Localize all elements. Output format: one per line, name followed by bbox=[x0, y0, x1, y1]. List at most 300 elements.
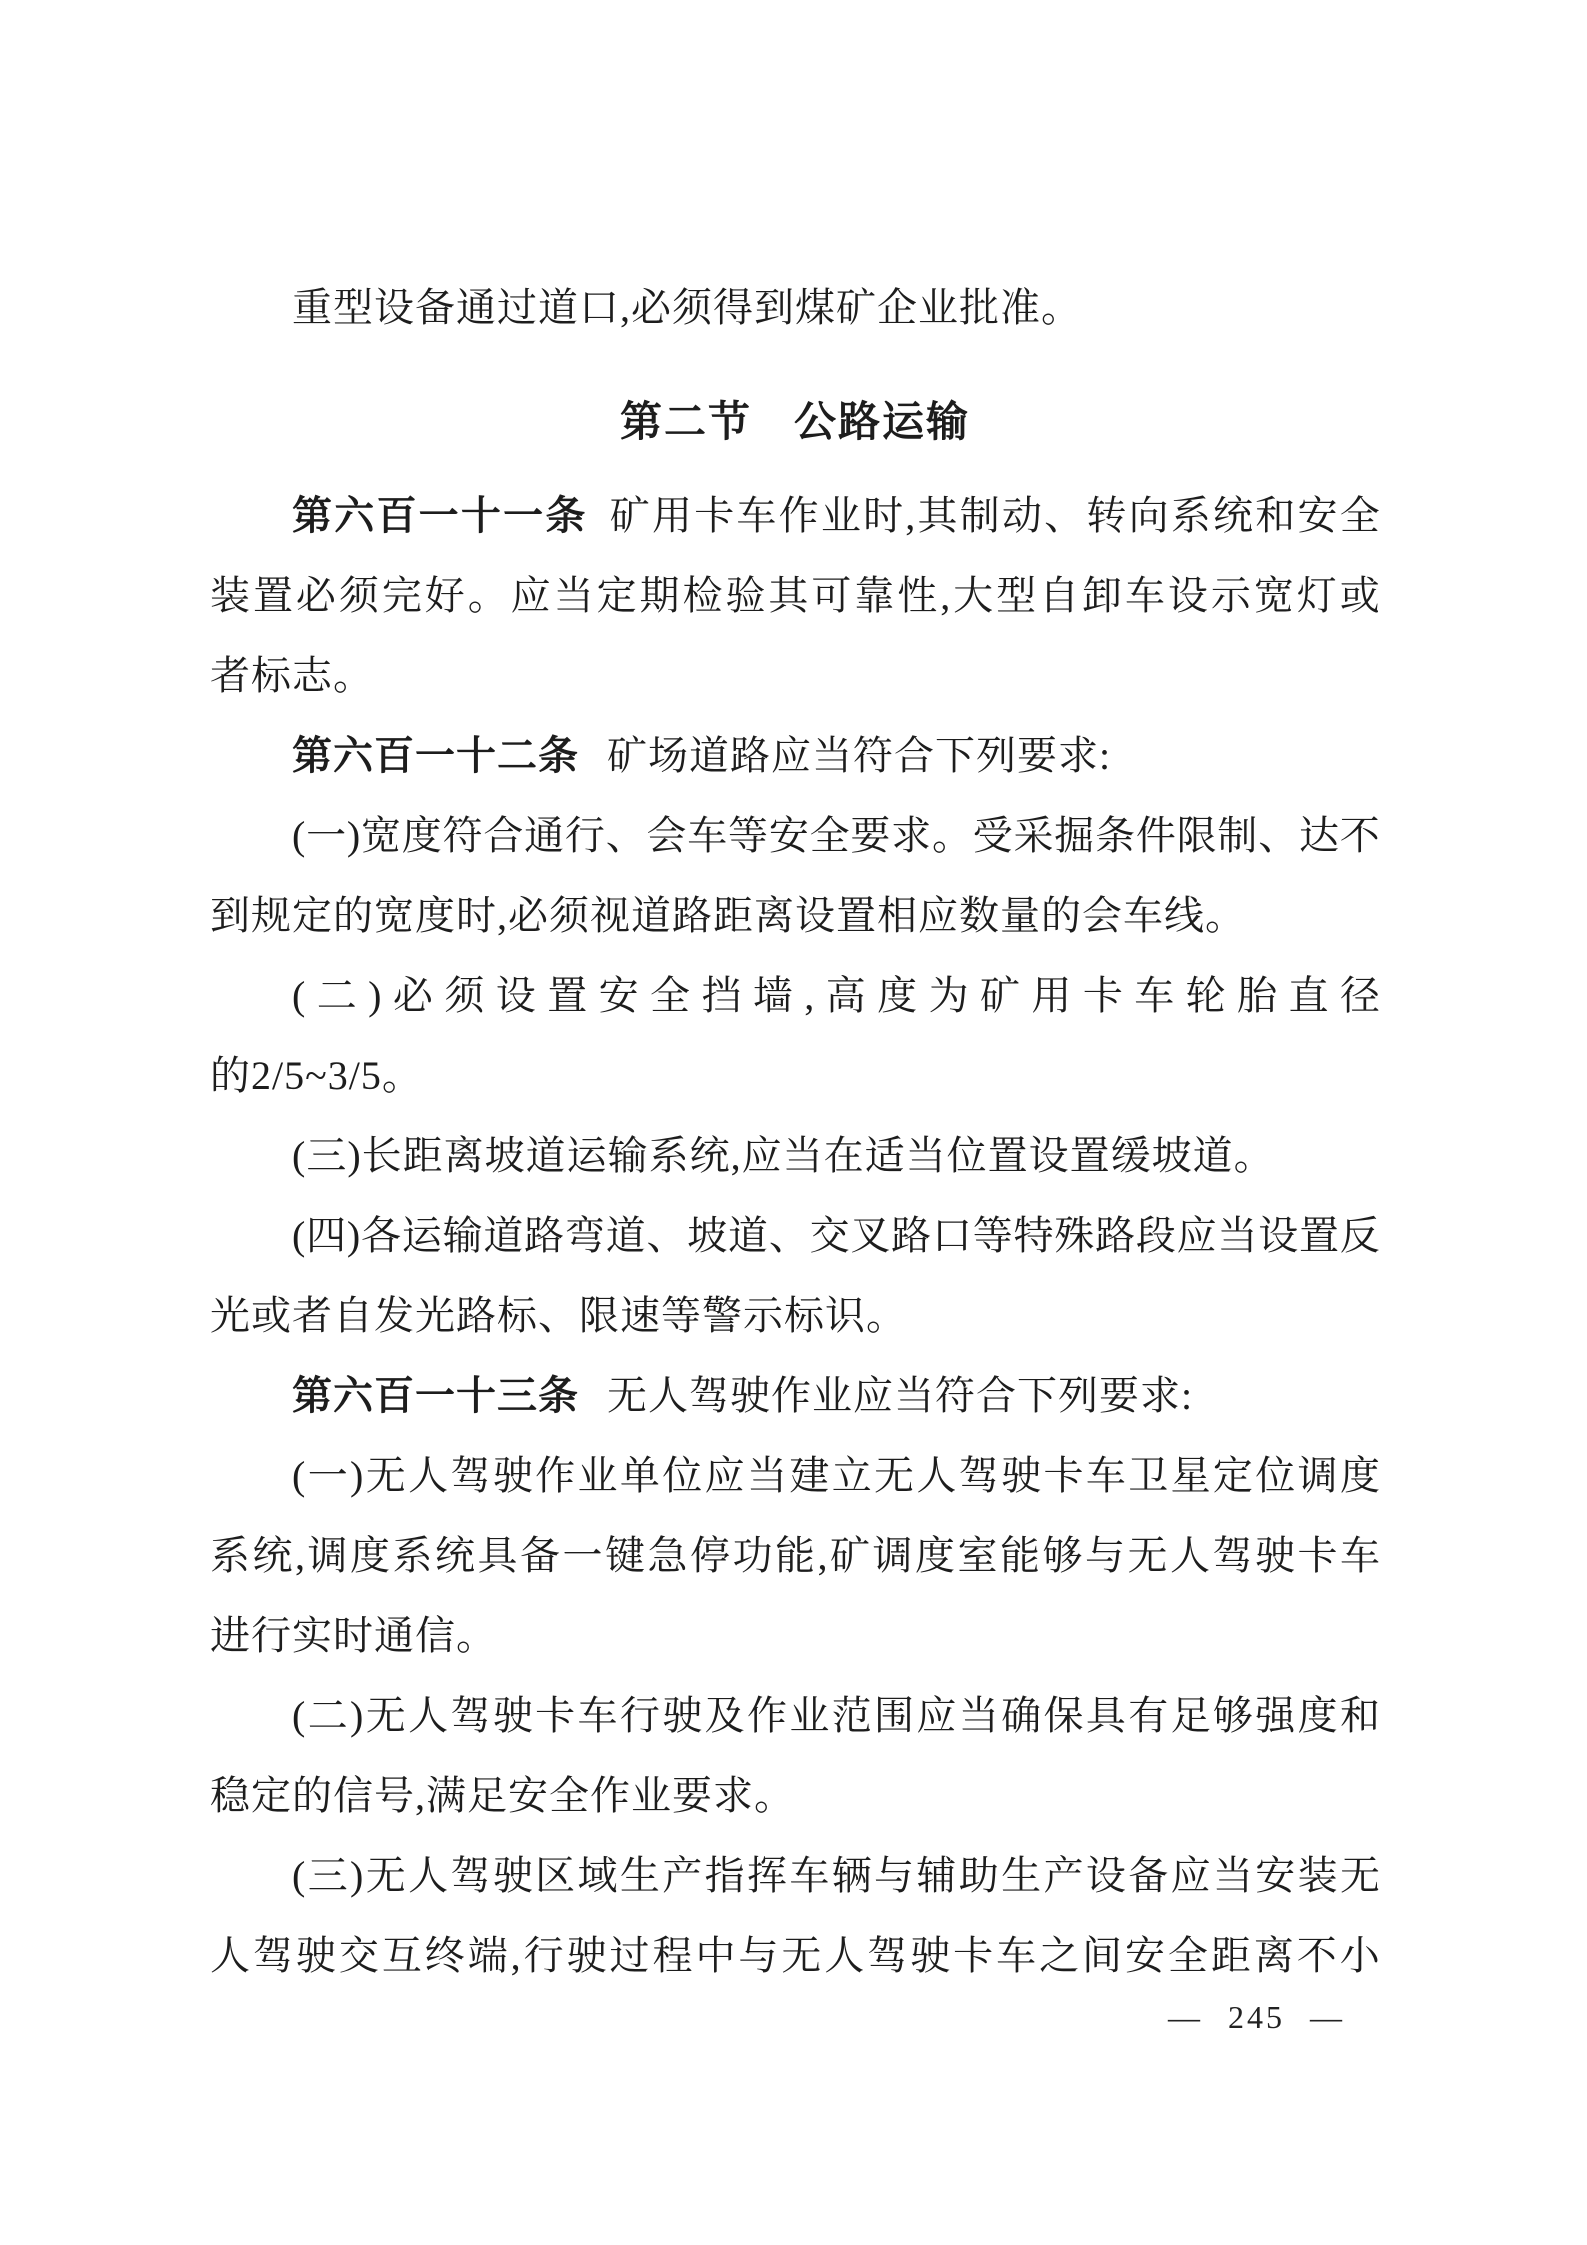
text-glyph: 室 bbox=[957, 1533, 998, 1578]
text-glyph: 统 bbox=[435, 1533, 475, 1578]
text-glyph: 四 bbox=[306, 1213, 347, 1258]
text-glyph: 与 bbox=[738, 1933, 779, 1978]
text-glyph: 辆 bbox=[831, 1853, 872, 1898]
text-glyph: 无 bbox=[365, 1853, 406, 1898]
text-glyph: 制 bbox=[1217, 813, 1258, 858]
text-glyph: 各 bbox=[361, 1213, 401, 1258]
text-line bbox=[210, 1436, 1380, 1516]
text-glyph: 应 bbox=[510, 573, 551, 618]
text-glyph: 位 bbox=[1255, 1453, 1296, 1498]
article-number-glyph: 一 bbox=[418, 494, 459, 538]
text-glyph: 度 bbox=[1297, 1693, 1338, 1738]
text-glyph: 条 bbox=[1095, 813, 1136, 858]
text-glyph: 验 bbox=[725, 573, 766, 618]
text-glyph: 。 bbox=[467, 573, 508, 618]
text-glyph: , bbox=[940, 573, 951, 618]
text-glyph: 安 bbox=[768, 813, 809, 858]
text-glyph: 单 bbox=[619, 1453, 660, 1498]
text-glyph: 口 bbox=[931, 1213, 972, 1258]
text-glyph: 为 bbox=[928, 973, 969, 1018]
text-glyph: 统 bbox=[252, 1533, 293, 1578]
text-glyph: 强 bbox=[1255, 1693, 1296, 1738]
text-glyph: 运 bbox=[401, 1213, 442, 1258]
text-glyph: 大 bbox=[953, 573, 994, 618]
line-text: 公路运输 bbox=[794, 400, 971, 446]
text-glyph: 矿 bbox=[830, 1533, 870, 1578]
text-glyph: 用 bbox=[1031, 973, 1072, 1018]
text-glyph: 墙 bbox=[752, 973, 793, 1018]
text-glyph: 三 bbox=[307, 1853, 348, 1898]
article-number-glyph: 六 bbox=[334, 494, 375, 538]
text-glyph: 车 bbox=[996, 1933, 1037, 1978]
text-glyph: 置 bbox=[252, 573, 293, 618]
text-line bbox=[210, 1356, 1380, 1436]
text-glyph: 驶 bbox=[566, 1933, 607, 1978]
text-glyph: 驾 bbox=[450, 1693, 491, 1738]
text-glyph: 调 bbox=[307, 1533, 348, 1578]
text-glyph: 域 bbox=[577, 1853, 618, 1898]
text-glyph: 及 bbox=[704, 1693, 745, 1738]
text-glyph: 当 bbox=[1217, 1213, 1258, 1258]
text-glyph: 符 bbox=[442, 813, 483, 858]
text-glyph: 能 bbox=[1000, 1533, 1040, 1578]
text-glyph: 期 bbox=[639, 573, 680, 618]
text-glyph: 全 bbox=[650, 973, 691, 1018]
text-glyph: ) bbox=[346, 1213, 361, 1258]
text-glyph: 人 bbox=[824, 1933, 865, 1978]
text-glyph: 驶 bbox=[910, 1933, 951, 1978]
text-glyph: 件 bbox=[1135, 813, 1176, 858]
text-glyph: 必 bbox=[295, 573, 336, 618]
text-glyph: 限 bbox=[1176, 813, 1217, 858]
text-glyph: , bbox=[295, 1533, 305, 1578]
text-glyph: ( bbox=[292, 1453, 306, 1498]
text-glyph: 安 bbox=[1255, 1853, 1296, 1898]
text-glyph: 人 bbox=[210, 1933, 250, 1978]
text-glyph: 路 bbox=[524, 1213, 565, 1258]
text-glyph: 道 bbox=[483, 1213, 524, 1258]
text-glyph: 建 bbox=[789, 1453, 830, 1498]
text-glyph: 急 bbox=[647, 1533, 688, 1578]
text-line bbox=[210, 1676, 1380, 1756]
text-glyph: 通 bbox=[524, 813, 565, 858]
text-glyph: 车 bbox=[687, 813, 728, 858]
text-glyph: 设 bbox=[1167, 573, 1208, 618]
text-glyph: 检 bbox=[682, 573, 723, 618]
text-glyph: 转 bbox=[1086, 493, 1127, 538]
text-glyph: 驾 bbox=[1212, 1533, 1253, 1578]
text-glyph: 足 bbox=[1170, 1693, 1211, 1738]
text-glyph: 驶 bbox=[662, 1693, 703, 1738]
text-glyph: 人 bbox=[1170, 1533, 1210, 1578]
text-glyph: 设 bbox=[1258, 1213, 1299, 1258]
text-line bbox=[210, 1276, 1380, 1356]
text-glyph: , bbox=[510, 1933, 521, 1978]
text-line bbox=[210, 556, 1380, 636]
text-glyph: 产 bbox=[662, 1853, 703, 1898]
text-glyph: , bbox=[817, 1533, 828, 1578]
text-glyph: 制 bbox=[959, 493, 1000, 538]
text-glyph: 度 bbox=[1340, 1453, 1380, 1498]
text-glyph: 安 bbox=[1297, 493, 1338, 538]
text-glyph: 车 bbox=[1085, 1453, 1126, 1498]
text-glyph: 采 bbox=[1013, 813, 1054, 858]
text-glyph: 立 bbox=[831, 1453, 872, 1498]
article-number-glyph: 百 bbox=[376, 494, 417, 538]
text-glyph: 行 bbox=[619, 1693, 660, 1738]
text-glyph: 产 bbox=[1043, 1853, 1084, 1898]
text-line bbox=[210, 1516, 1380, 1596]
text-glyph: 车 bbox=[1134, 973, 1175, 1018]
text-glyph: 动 bbox=[1001, 493, 1042, 538]
text-glyph: 保 bbox=[1043, 1693, 1084, 1738]
text-glyph: 度 bbox=[877, 973, 918, 1018]
text-glyph: 二 bbox=[316, 973, 357, 1018]
text-glyph: 统 bbox=[1213, 493, 1254, 538]
text-glyph: ) bbox=[350, 1853, 364, 1898]
text-glyph: 一 bbox=[307, 1453, 348, 1498]
text-glyph: 行 bbox=[564, 813, 605, 858]
text-glyph: 完 bbox=[381, 573, 422, 618]
text-glyph: 二 bbox=[307, 1693, 348, 1738]
text-glyph: 当 bbox=[746, 1453, 787, 1498]
text-glyph: 段 bbox=[1135, 1213, 1176, 1258]
line-text: 无人驾驶作业应当符合下列要求: bbox=[607, 1373, 1194, 1418]
line-text: 矿场道路应当符合下列要求: bbox=[607, 733, 1112, 778]
text-glyph: 应 bbox=[1176, 1213, 1217, 1258]
text-glyph: 无 bbox=[365, 1693, 406, 1738]
text-glyph: ( bbox=[292, 973, 306, 1018]
text-glyph: 须 bbox=[338, 573, 379, 618]
text-line bbox=[210, 636, 1380, 716]
text-glyph: 挡 bbox=[701, 973, 742, 1018]
text-glyph: 胎 bbox=[1237, 973, 1278, 1018]
text-glyph: 辅 bbox=[916, 1853, 957, 1898]
article-number-glyph: 一 bbox=[503, 494, 544, 538]
text-glyph: 其 bbox=[917, 493, 958, 538]
text-glyph: 宽 bbox=[1253, 573, 1294, 618]
line-text: 到规定的宽度时,必须视道路距离设置相应数量的会车线。 bbox=[210, 893, 1246, 938]
text-glyph: 全 bbox=[1167, 1933, 1208, 1978]
text-glyph: 度 bbox=[915, 1533, 955, 1578]
text-glyph: 、 bbox=[1258, 813, 1299, 858]
text-glyph: 和 bbox=[1340, 1693, 1380, 1738]
text-line bbox=[210, 268, 1380, 348]
text-glyph: 够 bbox=[1042, 1533, 1083, 1578]
text-glyph: 范 bbox=[831, 1693, 872, 1738]
text-glyph: 驶 bbox=[295, 1933, 336, 1978]
text-glyph: 小 bbox=[1339, 1933, 1380, 1978]
line-text: 第二节 bbox=[619, 400, 752, 446]
text-glyph: 交 bbox=[809, 1213, 850, 1258]
text-glyph: 应 bbox=[916, 1693, 957, 1738]
text-glyph: 置 bbox=[547, 973, 588, 1018]
text-glyph: 终 bbox=[424, 1933, 465, 1978]
text-glyph: 指 bbox=[704, 1853, 745, 1898]
text-glyph: 无 bbox=[874, 1453, 915, 1498]
text-glyph: 会 bbox=[646, 813, 687, 858]
text-glyph: 要 bbox=[850, 813, 891, 858]
text-glyph: 其 bbox=[768, 573, 809, 618]
text-glyph: 系 bbox=[210, 1533, 250, 1578]
text-glyph: , bbox=[905, 493, 916, 538]
text-glyph: 系 bbox=[1170, 493, 1211, 538]
text-glyph: 驶 bbox=[1255, 1533, 1295, 1578]
text-glyph: 作 bbox=[778, 493, 819, 538]
text-glyph: 应 bbox=[1170, 1853, 1211, 1898]
text-glyph: 备 bbox=[1128, 1853, 1169, 1898]
line-text: 进行实时通信。 bbox=[210, 1613, 497, 1658]
text-glyph: 、 bbox=[1044, 493, 1085, 538]
text-glyph: 作 bbox=[535, 1453, 576, 1498]
text-glyph: 驾 bbox=[867, 1933, 908, 1978]
content-column bbox=[210, 268, 1380, 1996]
text-line bbox=[210, 716, 1380, 796]
text-glyph: 当 bbox=[958, 1693, 999, 1738]
text-glyph: 特 bbox=[1013, 1213, 1054, 1258]
text-line bbox=[210, 956, 1380, 1036]
article-number-glyph: 十 bbox=[460, 494, 501, 538]
text-glyph: 车 bbox=[789, 1853, 830, 1898]
text-glyph: 须 bbox=[444, 973, 485, 1018]
text-glyph: 位 bbox=[662, 1453, 703, 1498]
text-glyph: 有 bbox=[1128, 1693, 1169, 1738]
text-glyph: 直 bbox=[1288, 973, 1329, 1018]
text-glyph: 可 bbox=[811, 573, 852, 618]
text-glyph: 必 bbox=[392, 973, 433, 1018]
text-glyph: 用 bbox=[651, 493, 692, 538]
text-glyph: 助 bbox=[958, 1853, 999, 1898]
text-line bbox=[210, 876, 1380, 956]
text-glyph: 向 bbox=[1128, 493, 1169, 538]
text-glyph: 距 bbox=[1210, 1933, 1251, 1978]
text-glyph: 道 bbox=[728, 1213, 769, 1258]
text-glyph: 设 bbox=[1085, 1853, 1126, 1898]
text-glyph: 调 bbox=[1297, 1453, 1338, 1498]
text-line bbox=[210, 1116, 1380, 1196]
text-glyph: 卡 bbox=[953, 1933, 994, 1978]
section-heading bbox=[210, 383, 1380, 463]
text-glyph: 之 bbox=[1039, 1933, 1080, 1978]
text-glyph: 定 bbox=[596, 573, 637, 618]
text-glyph: 应 bbox=[704, 1453, 745, 1498]
text-glyph: 系 bbox=[392, 1533, 433, 1578]
text-glyph: 够 bbox=[1212, 1693, 1253, 1738]
text-glyph: 全 bbox=[809, 813, 850, 858]
text-glyph: 轮 bbox=[1185, 973, 1226, 1018]
text-glyph: 宽 bbox=[361, 813, 401, 858]
text-glyph: 与 bbox=[874, 1853, 915, 1898]
text-glyph: 功 bbox=[732, 1533, 773, 1578]
text-glyph: 灯 bbox=[1296, 573, 1337, 618]
text-line bbox=[210, 476, 1380, 556]
text-glyph: 挥 bbox=[746, 1853, 787, 1898]
text-glyph: 车 bbox=[1340, 1533, 1380, 1578]
text-glyph: 程 bbox=[652, 1933, 693, 1978]
text-glyph: 围 bbox=[874, 1693, 915, 1738]
text-glyph: 等 bbox=[728, 813, 769, 858]
text-glyph: 行 bbox=[523, 1933, 564, 1978]
text-glyph: 求 bbox=[891, 813, 932, 858]
text-glyph: 区 bbox=[535, 1853, 576, 1898]
text-glyph: 星 bbox=[1170, 1453, 1211, 1498]
text-glyph: 卡 bbox=[535, 1693, 576, 1738]
text-glyph: 无 bbox=[365, 1453, 406, 1498]
text-glyph: 调 bbox=[872, 1533, 913, 1578]
article-number-glyph: 第 bbox=[292, 494, 332, 538]
text-glyph: 高 bbox=[825, 973, 866, 1018]
text-glyph: 不 bbox=[1296, 1933, 1337, 1978]
line-text: 重型设备通过道口,必须得到煤矿企业批准。 bbox=[292, 285, 1082, 330]
text-glyph: 殊 bbox=[1054, 1213, 1095, 1258]
text-glyph: 车 bbox=[1124, 573, 1165, 618]
text-glyph: 装 bbox=[210, 573, 250, 618]
text-glyph: 卸 bbox=[1082, 573, 1123, 618]
text-glyph: 路 bbox=[1095, 1213, 1136, 1258]
text-glyph: 停 bbox=[690, 1533, 730, 1578]
text-glyph: 达 bbox=[1298, 813, 1339, 858]
text-glyph: 能 bbox=[775, 1533, 815, 1578]
text-glyph: 生 bbox=[1001, 1853, 1042, 1898]
text-glyph: ) bbox=[368, 973, 382, 1018]
text-glyph: 设 bbox=[495, 973, 536, 1018]
text-glyph: 无 bbox=[781, 1933, 822, 1978]
text-glyph: 度 bbox=[401, 813, 442, 858]
text-glyph: 无 bbox=[1127, 1533, 1168, 1578]
text-glyph: 驶 bbox=[492, 1453, 533, 1498]
text-glyph: 自 bbox=[1039, 573, 1080, 618]
text-glyph: 中 bbox=[695, 1933, 736, 1978]
text-glyph: 一 bbox=[306, 813, 347, 858]
text-glyph: 、 bbox=[768, 1213, 809, 1258]
text-glyph: 业 bbox=[577, 1453, 618, 1498]
text-glyph: 卡 bbox=[1043, 1453, 1084, 1498]
text-glyph: 靠 bbox=[854, 573, 895, 618]
text-glyph: 具 bbox=[1085, 1693, 1126, 1738]
text-line bbox=[210, 1756, 1380, 1836]
article-number: 第六百一十三条 bbox=[292, 1374, 579, 1418]
text-glyph: 互 bbox=[381, 1933, 422, 1978]
text-glyph: 置 bbox=[1298, 1213, 1339, 1258]
text-glyph: 受 bbox=[972, 813, 1013, 858]
text-glyph: 路 bbox=[891, 1213, 932, 1258]
line-text: 者标志。 bbox=[210, 653, 374, 698]
text-glyph: 合 bbox=[483, 813, 524, 858]
text-glyph: 过 bbox=[609, 1933, 650, 1978]
text-glyph: 和 bbox=[1255, 493, 1296, 538]
text-glyph: 矿 bbox=[979, 973, 1020, 1018]
text-glyph: 型 bbox=[996, 573, 1037, 618]
text-glyph: 驾 bbox=[252, 1933, 293, 1978]
text-glyph: 道 bbox=[605, 1213, 646, 1258]
text-glyph: 人 bbox=[408, 1693, 449, 1738]
text-glyph: 定 bbox=[1212, 1453, 1253, 1498]
text-glyph: 人 bbox=[916, 1453, 957, 1498]
line-text: (三)长距离坡道运输系统,应当在适当位置设置缓坡道。 bbox=[292, 1133, 1275, 1178]
text-glyph: 、 bbox=[646, 1213, 687, 1258]
text-glyph: 性 bbox=[897, 573, 938, 618]
text-line bbox=[210, 1836, 1380, 1916]
text-glyph: , bbox=[804, 973, 815, 1018]
text-glyph: 人 bbox=[408, 1453, 449, 1498]
text-glyph: 、 bbox=[605, 813, 646, 858]
text-glyph: 人 bbox=[408, 1853, 449, 1898]
text-glyph: 。 bbox=[931, 813, 972, 858]
text-line bbox=[210, 1196, 1380, 1276]
text-glyph: 具 bbox=[477, 1533, 518, 1578]
article-number: 第六百一十二条 bbox=[292, 734, 579, 778]
text-glyph: 反 bbox=[1339, 1213, 1380, 1258]
text-glyph: ( bbox=[292, 1853, 306, 1898]
text-glyph: ( bbox=[292, 1213, 306, 1258]
text-glyph: 备 bbox=[520, 1533, 560, 1578]
text-glyph: 驾 bbox=[958, 1453, 999, 1498]
text-glyph: 时 bbox=[863, 493, 904, 538]
text-glyph: 掘 bbox=[1054, 813, 1095, 858]
line-text: 光或者自发光路标、限速等警示标识。 bbox=[210, 1293, 907, 1338]
text-line bbox=[210, 1916, 1380, 1996]
text-glyph: ( bbox=[292, 813, 306, 858]
text-glyph: 车 bbox=[577, 1693, 618, 1738]
text-glyph: 车 bbox=[736, 493, 777, 538]
text-glyph: 键 bbox=[605, 1533, 645, 1578]
line-text: 稳定的信号,满足安全作业要求。 bbox=[210, 1773, 795, 1818]
text-glyph: 径 bbox=[1339, 973, 1380, 1018]
text-glyph: 驶 bbox=[492, 1693, 533, 1738]
text-line bbox=[210, 1596, 1380, 1676]
text-glyph: 卫 bbox=[1128, 1453, 1169, 1498]
text-glyph: 交 bbox=[338, 1933, 379, 1978]
text-glyph: 作 bbox=[746, 1693, 787, 1738]
text-glyph: 等 bbox=[972, 1213, 1013, 1258]
text-glyph: 全 bbox=[1339, 493, 1380, 538]
line-text: 的2/5~3/5。 bbox=[210, 1053, 423, 1098]
text-glyph: 当 bbox=[1212, 1853, 1253, 1898]
text-glyph: 输 bbox=[442, 1213, 483, 1258]
text-glyph: 或 bbox=[1339, 573, 1380, 618]
text-glyph: 业 bbox=[789, 1693, 830, 1738]
text-glyph: 弯 bbox=[564, 1213, 605, 1258]
text-glyph: 离 bbox=[1253, 1933, 1294, 1978]
text-line bbox=[210, 1036, 1380, 1116]
text-glyph: 驶 bbox=[492, 1853, 533, 1898]
text-glyph: 装 bbox=[1297, 1853, 1338, 1898]
text-line bbox=[210, 796, 1380, 876]
text-glyph: ) bbox=[350, 1693, 364, 1738]
text-glyph: 一 bbox=[562, 1533, 603, 1578]
text-glyph: 生 bbox=[619, 1853, 660, 1898]
text-glyph: 间 bbox=[1082, 1933, 1123, 1978]
text-glyph: 无 bbox=[1340, 1853, 1380, 1898]
text-glyph: 度 bbox=[350, 1533, 390, 1578]
text-glyph: 与 bbox=[1085, 1533, 1125, 1578]
article-number-glyph: 条 bbox=[545, 494, 586, 538]
text-glyph: 业 bbox=[820, 493, 861, 538]
text-glyph: 不 bbox=[1339, 813, 1380, 858]
text-glyph: 好 bbox=[424, 573, 465, 618]
text-glyph: ) bbox=[346, 813, 361, 858]
text-glyph: 当 bbox=[553, 573, 594, 618]
text-glyph: 确 bbox=[1001, 1693, 1042, 1738]
text-glyph: 端 bbox=[467, 1933, 508, 1978]
text-glyph: 安 bbox=[1124, 1933, 1165, 1978]
text-glyph: 卡 bbox=[694, 493, 735, 538]
text-glyph: ) bbox=[350, 1453, 364, 1498]
page-number: — 245 — bbox=[1168, 1999, 1345, 2035]
text-glyph: 驾 bbox=[450, 1453, 491, 1498]
text-glyph: 驶 bbox=[1001, 1453, 1042, 1498]
text-glyph: 示 bbox=[1210, 573, 1251, 618]
